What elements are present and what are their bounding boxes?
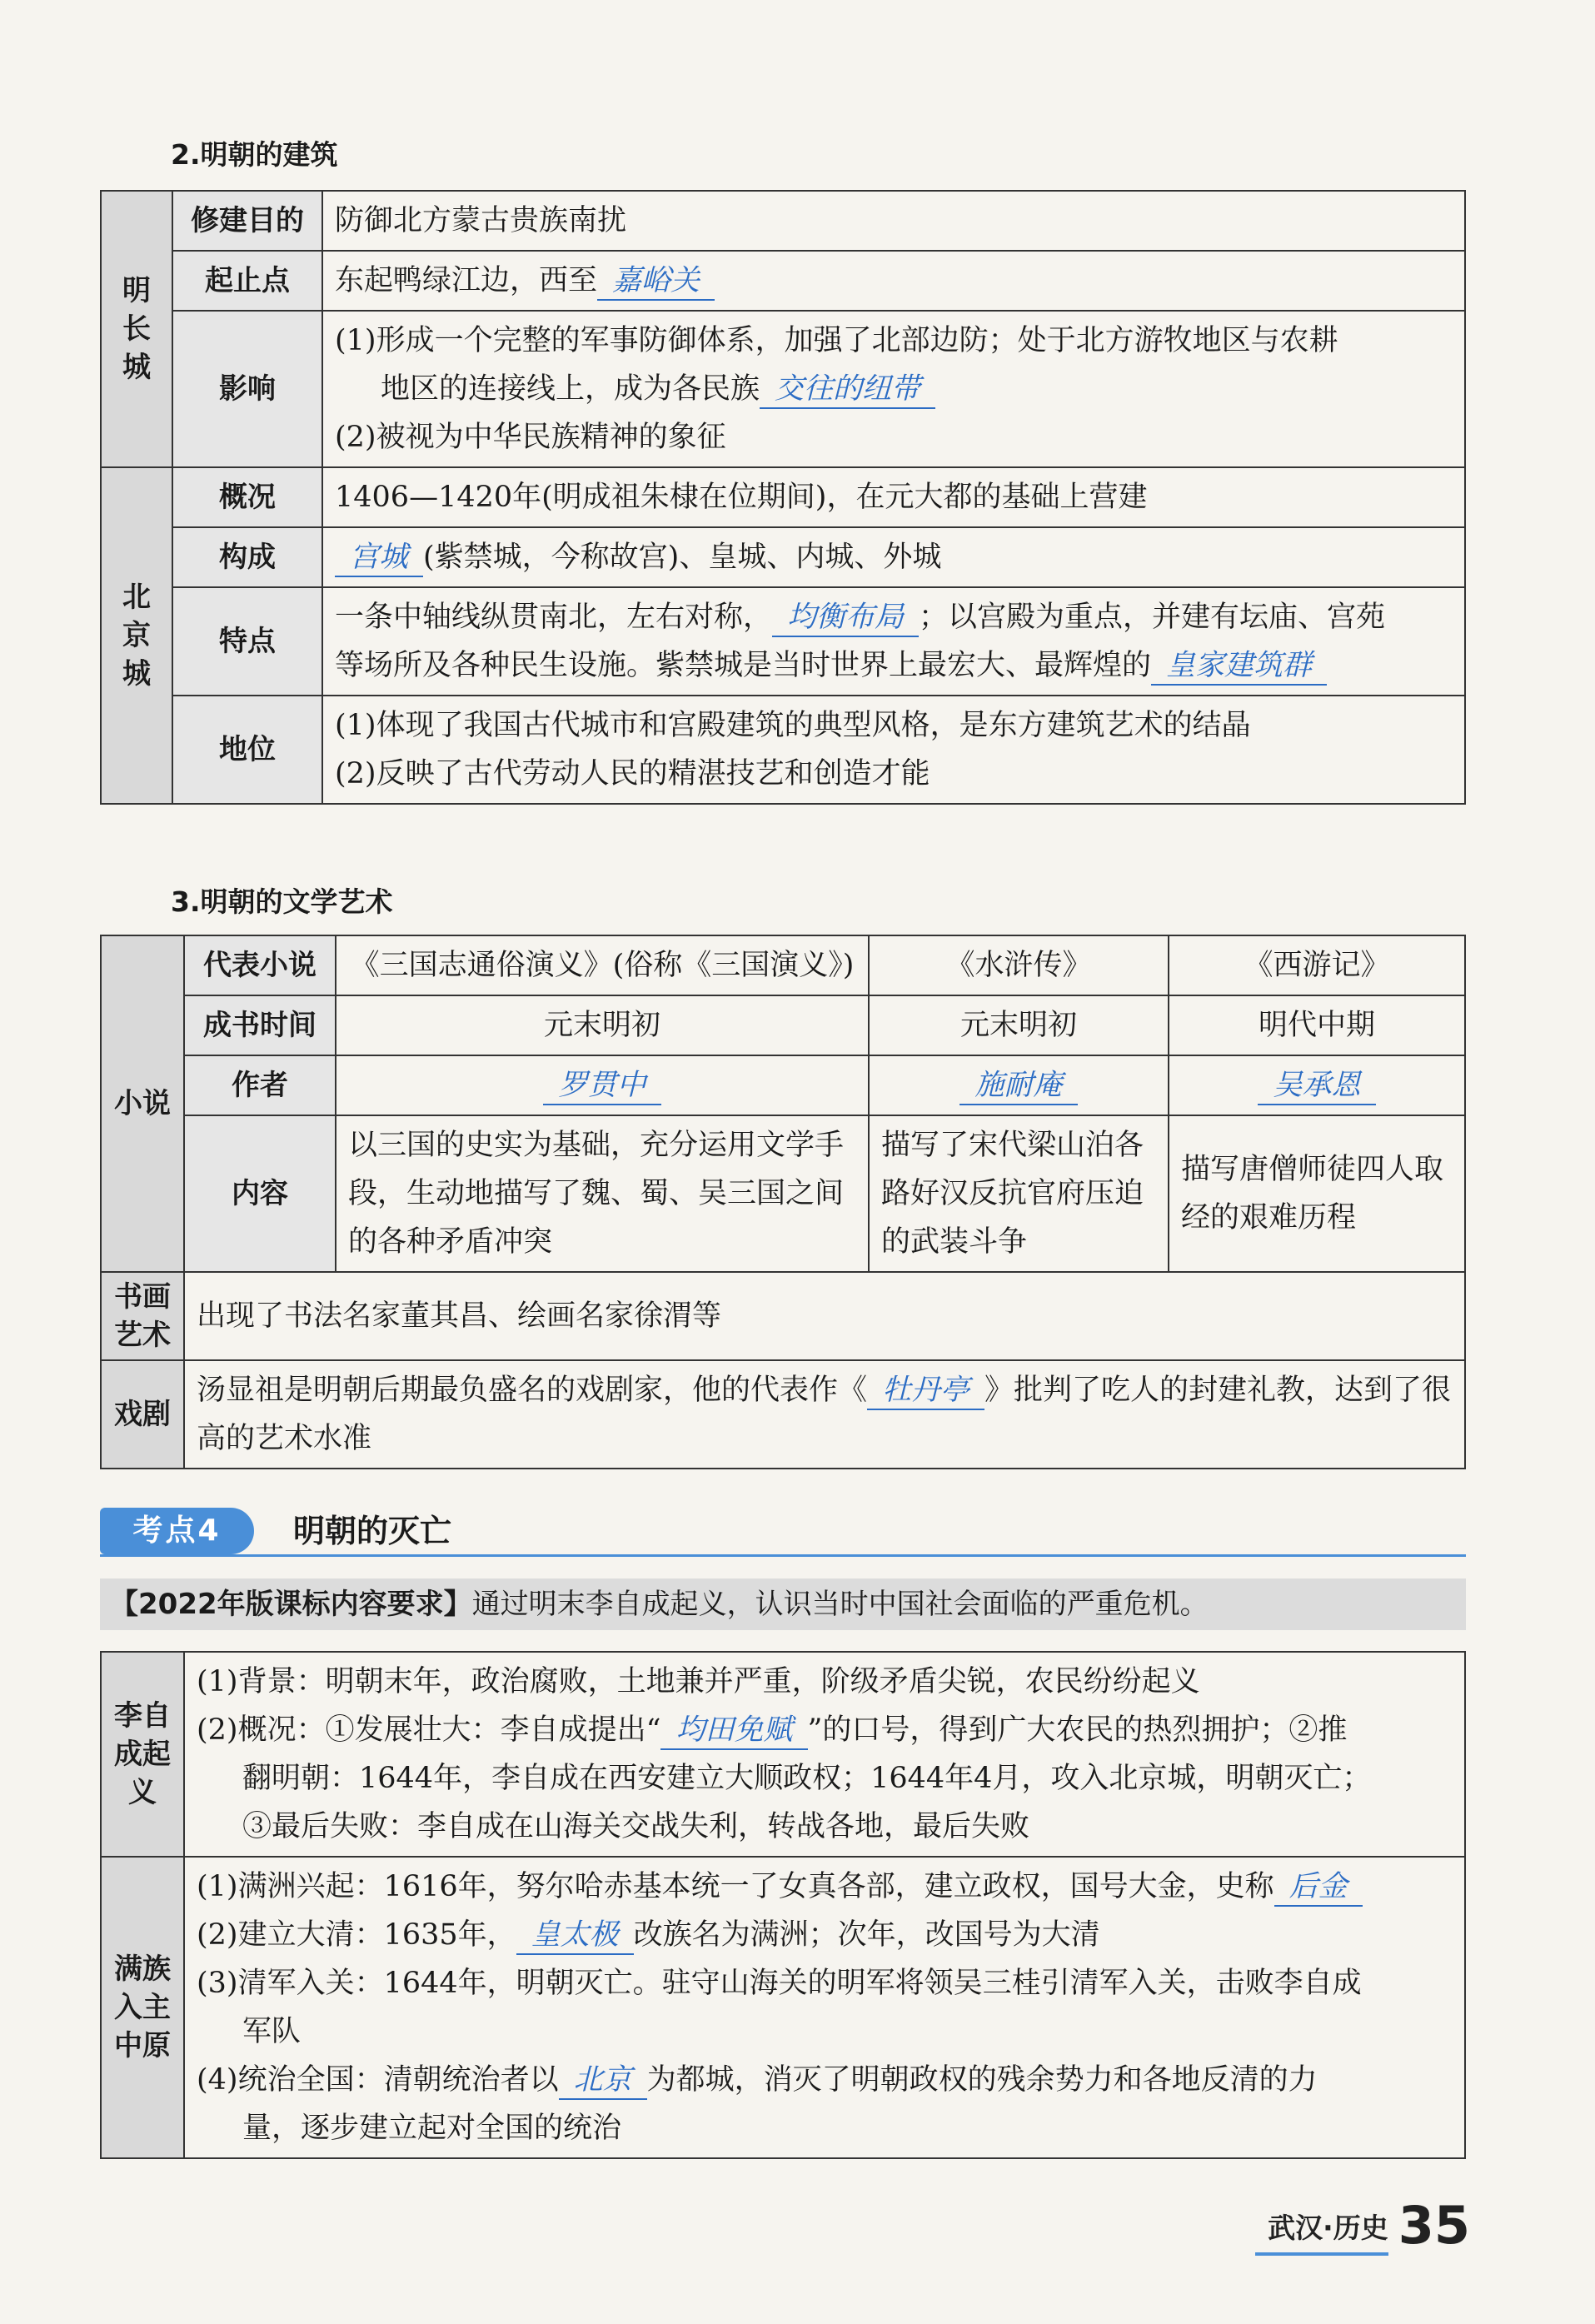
li-p2c: 翻明朝：1644年，李自成在西安建立大顺政权；1644年4月，攻入北京城，明朝灭亡； [242,1762,1372,1795]
label-ends: 起止点 [172,251,322,311]
status-line2: (2)反映了古代劳动人民的精湛技艺和创造才能 [335,757,930,790]
cell-ends [322,251,1465,311]
time-shuihu: 元末明初 [869,995,1169,1055]
rep-shuihu: 《水浒传》 [869,935,1169,995]
man-p3b: 军队 [242,2015,302,2048]
label-author: 作者 [184,1055,336,1115]
label-features: 特点 [172,587,322,696]
label-content: 内容 [184,1115,336,1272]
li-p2d: ③最后失败：李自成在山海关交战失利，转战各地，最后失败 [242,1810,1030,1843]
footer-subject: 武汉·历史 [1268,2212,1388,2244]
cell-impact [322,311,1465,467]
literature-table [100,935,1466,1469]
req-label: 【2022年版课标内容要求】 [110,1588,472,1621]
time-sanguo: 元末明初 [336,995,869,1055]
label-time: 成书时间 [184,995,336,1055]
answer-bond: 交往的纽带 [760,371,935,409]
answer-beijing: 北京 [559,2062,647,2100]
section-title-literature: 3.明朝的文学艺术 [171,885,393,918]
ming-fall-table [100,1651,1466,2159]
answer-juntian: 均田免赋 [660,1712,807,1750]
ends-text: 东起鸭绿江边，西至 [335,264,598,297]
curriculum-requirement [100,1578,1466,1630]
author-shuihu-cell [869,1055,1169,1115]
label-impact: 影响 [172,311,322,467]
author-xiyou-cell [1169,1055,1465,1115]
cell-drama [184,1360,1465,1469]
answer-mudanting: 牡丹亭 [867,1372,984,1410]
answer-shinaian: 施耐庵 [959,1067,1077,1105]
group-manchu: 满族入主中原 [101,1857,184,2158]
drama-text1: 汤显祖是明朝后期最负盛名的戏剧家，他的代表作《 [197,1374,868,1407]
label-rep: 代表小说 [184,935,336,995]
rep-sanguo: 《三国志通俗演义》(俗称《三国演义》) [336,935,869,995]
man-p4a: (4)统治全国：清朝统治者以 [197,2063,559,2097]
man-p4c: 量，逐步建立起对全国的统治 [242,2112,622,2145]
kaodian-divider [100,1554,1466,1557]
content-shuihu: 描写了宋代梁山泊各路好汉反抗官府压迫的武装斗争 [869,1115,1169,1272]
kaodian-title: 明朝的灭亡 [293,1513,452,1549]
drama-text2: 》批判了吃人的封建礼教，达到了很高的艺术水准 [197,1374,1452,1455]
label-compose: 构成 [172,527,322,587]
answer-jiayuguan: 嘉峪关 [597,262,715,301]
man-p3a: (3)清军入关：1644年，明朝灭亡。驻守山海关的明军将领吴三桂引清军入关，击败李自成 [197,1967,1362,2000]
answer-huangtaiji: 皇太极 [516,1917,634,1955]
architecture-table [100,190,1466,805]
label-status: 地位 [172,696,322,804]
label-purpose: 修建目的 [172,191,322,251]
rep-xiyou: 《西游记》 [1169,935,1465,995]
answer-houjin: 后金 [1274,1868,1363,1907]
label-overview: 概况 [172,467,322,527]
author-sanguo-cell [336,1055,869,1115]
compose-text: (紫禁城，今称故宫)、皇城、内城、外城 [423,541,942,574]
li-p1: (1)背景：明朝末年，政治腐败，土地兼并严重，阶级矛盾尖锐，农民纷纷起义 [197,1665,1200,1698]
time-xiyou: 明代中期 [1169,995,1465,1055]
li-p2a: (2)概况：①发展壮大：李自成提出“ [197,1713,661,1747]
impact-line2-wrap [335,365,1453,413]
man-p4b: 为都城，消灭了明朝政权的残余势力和各地反清的力 [646,2063,1318,2097]
cell-manchu [184,1857,1465,2158]
impact-line3: (2)被视为中华民族精神的象征 [335,421,726,454]
status-line1: (1)体现了我国古代城市和宫殿建筑的典型风格，是东方建筑艺术的结晶 [335,709,1251,742]
impact-line2: 地区的连接线上，成为各民族 [381,372,760,406]
kaodian-badge: 考点4 [100,1508,254,1554]
content-xiyou: 描写唐僧师徒四人取经的艰难历程 [1169,1115,1465,1272]
page-footer [1268,2195,1470,2256]
answer-luoguanzhong: 罗贯中 [543,1067,660,1105]
cell-purpose: 防御北方蒙古贵族南扰 [322,191,1465,251]
group-art: 书画艺术 [101,1272,184,1360]
group-great-wall: 明长城 [101,191,172,467]
man-p2b: 改族名为满洲；次年，改国号为大清 [633,1918,1100,1952]
features-text1: 一条中轴线纵贯南北，左右对称， [335,601,773,634]
group-novel: 小说 [101,935,184,1272]
group-drama: 戏剧 [101,1360,184,1469]
group-lizicheng: 李自成起义 [101,1652,184,1857]
section-title-architecture: 2.明朝的建筑 [171,138,338,171]
group-beijing: 北京城 [101,467,172,804]
answer-palace: 宫城 [335,539,423,577]
man-p2a: (2)建立大清：1635年， [197,1918,516,1952]
features-text3: 等场所及各种民生设施。紫禁城是当时世界上最宏大、最辉煌的 [335,649,1152,682]
req-text: 通过明末李自成起义，认识当时中国社会面临的严重危机。 [471,1588,1209,1621]
impact-line1: (1)形成一个完整的军事防御体系，加强了北部边防；处于北方游牧地区与农耕 [335,324,1338,357]
li-p2b: ”的口号，得到广大农民的热烈拥护；②推 [807,1713,1348,1747]
cell-art: 出现了书法名家董其昌、绘画名家徐渭等 [184,1272,1465,1360]
man-p1: (1)满洲兴起：1616年，努尔哈赤基本统一了女真各部，建立政权，国号大金，史称 [197,1870,1274,1903]
answer-royal: 皇家建筑群 [1151,647,1327,686]
cell-overview: 1406—1420年(明成祖朱棣在位期间)，在元大都的基础上营建 [322,467,1465,527]
cell-status [322,696,1465,804]
cell-compose [322,527,1465,587]
page-number: 35 [1398,2195,1470,2256]
answer-balance: 均衡布局 [772,599,919,637]
footer-underline [1255,2252,1388,2256]
features-text2: ；以宫殿为重点，并建有坛庙、宫苑 [919,601,1386,634]
cell-lizicheng [184,1652,1465,1857]
answer-wuchengen: 吴承恩 [1258,1067,1375,1105]
cell-features [322,587,1465,696]
content-sanguo: 以三国的史实为基础，充分运用文学手段，生动地描写了魏、蜀、吴三国之间的各种矛盾冲突 [336,1115,869,1272]
